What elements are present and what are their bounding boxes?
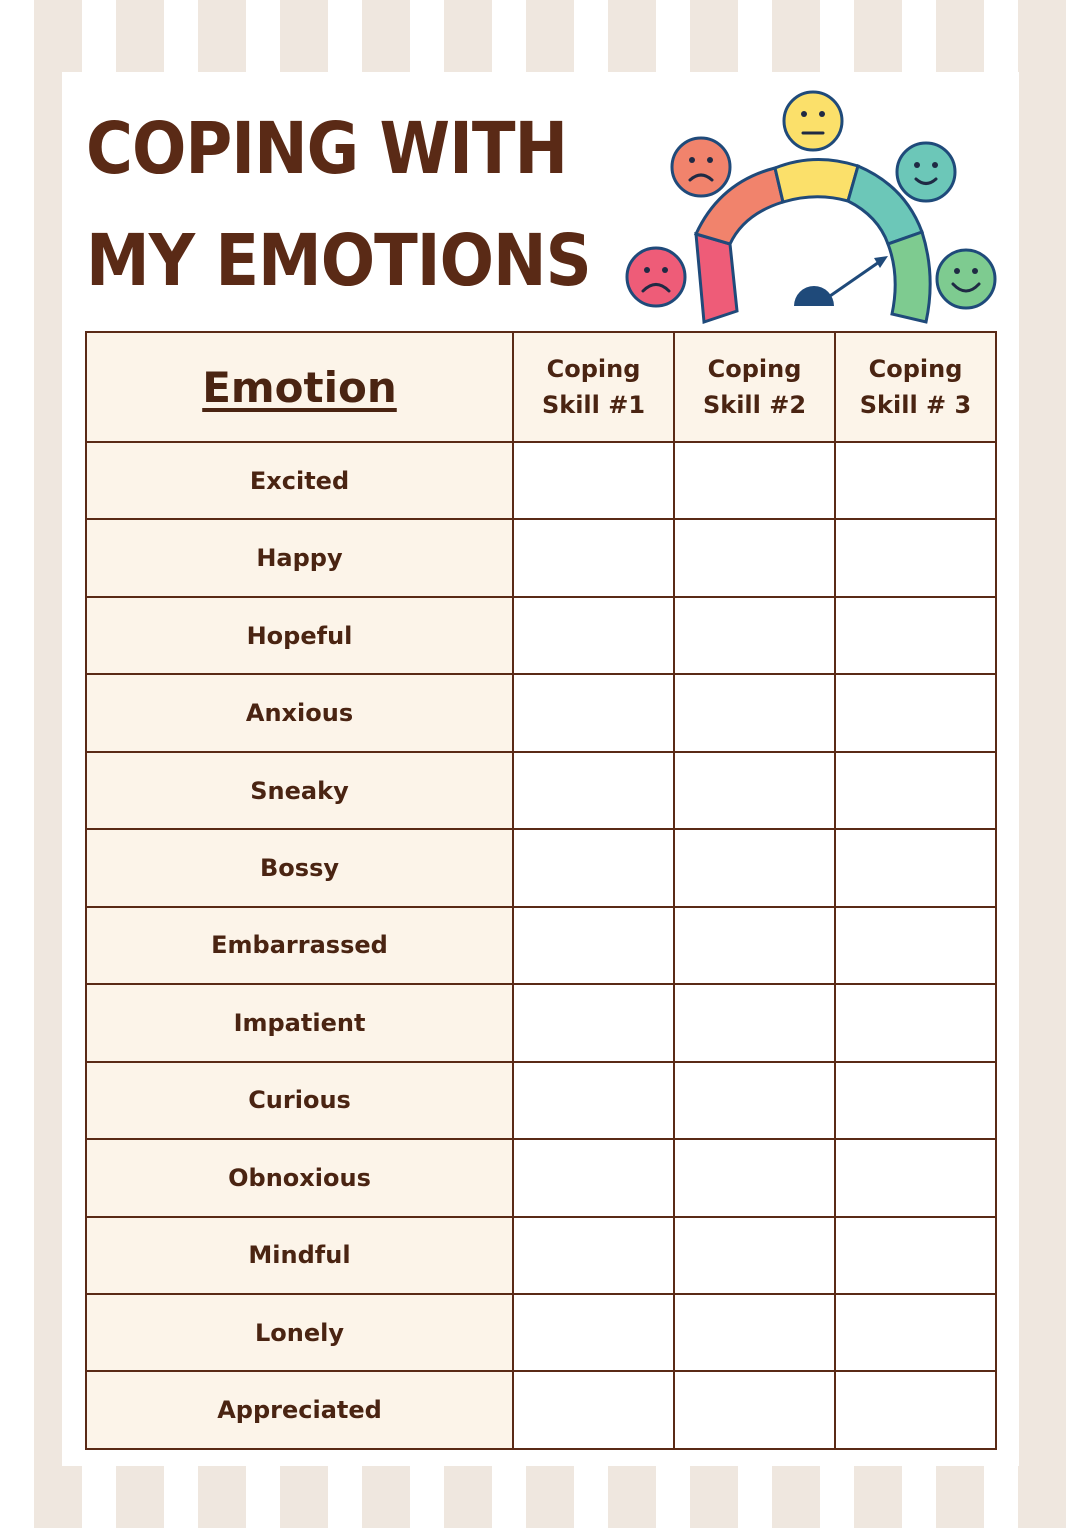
emotion-label: Happy: [86, 519, 513, 596]
table-row: [86, 519, 996, 596]
table-row: [86, 597, 996, 674]
table-row: [86, 674, 996, 751]
coping-skill-2-cell[interactable]: [674, 752, 835, 829]
coping-skill-3-cell[interactable]: [835, 1062, 996, 1139]
coping-skill-3-header-line2: Skill # 3: [859, 391, 972, 419]
table-row: [86, 984, 996, 1061]
title-line-1: COPING WITH: [86, 108, 568, 191]
coping-skill-3-header: [835, 332, 996, 442]
coping-skill-2-cell[interactable]: [674, 674, 835, 751]
emotion-label: Embarrassed: [86, 907, 513, 984]
coping-skill-2-cell[interactable]: [674, 984, 835, 1061]
coping-skill-3-cell[interactable]: [835, 674, 996, 751]
emotion-label: Lonely: [86, 1294, 513, 1371]
coping-skill-1-cell[interactable]: [513, 1062, 674, 1139]
coping-skill-1-cell[interactable]: [513, 1139, 674, 1216]
neutral-face-icon: [784, 92, 842, 150]
meter-segment-3: [775, 159, 858, 202]
coping-skill-1-cell[interactable]: [513, 752, 674, 829]
coping-skill-3-cell[interactable]: [835, 907, 996, 984]
coping-skill-2-header: [674, 332, 835, 442]
title-line-2: MY EMOTIONS: [86, 220, 591, 303]
coping-skill-1-cell[interactable]: [513, 1294, 674, 1371]
coping-skill-3-cell[interactable]: [835, 442, 996, 519]
coping-skill-2-cell[interactable]: [674, 1294, 835, 1371]
emotion-label: Impatient: [86, 984, 513, 1061]
emotion-label: Curious: [86, 1062, 513, 1139]
content-face-icon: [897, 143, 955, 201]
coping-skill-1-header-line1: Coping: [546, 355, 641, 383]
emotion-label: Appreciated: [86, 1371, 513, 1449]
emotion-label: Hopeful: [86, 597, 513, 674]
coping-skill-1-cell[interactable]: [513, 984, 674, 1061]
emotion-label: Bossy: [86, 829, 513, 906]
emotion-label: Excited: [86, 442, 513, 519]
table-header-row: [86, 332, 996, 442]
emotion-meter-icon: [620, 86, 1000, 331]
coping-skill-2-cell[interactable]: [674, 519, 835, 596]
coping-skill-3-cell[interactable]: [835, 752, 996, 829]
table-row: [86, 1371, 996, 1449]
sad-face-icon: [627, 248, 685, 306]
coping-skill-3-cell[interactable]: [835, 519, 996, 596]
coping-skill-3-cell[interactable]: [835, 984, 996, 1061]
coping-skill-2-cell[interactable]: [674, 597, 835, 674]
coping-skill-1-cell[interactable]: [513, 907, 674, 984]
table-row: [86, 442, 996, 519]
table-row: [86, 1217, 996, 1294]
table-row: [86, 829, 996, 906]
coping-skill-2-cell[interactable]: [674, 1139, 835, 1216]
coping-skill-3-cell[interactable]: [835, 1139, 996, 1216]
coping-skill-1-cell[interactable]: [513, 442, 674, 519]
coping-skill-1-cell[interactable]: [513, 1371, 674, 1449]
coping-skill-2-cell[interactable]: [674, 1217, 835, 1294]
table-row: [86, 1062, 996, 1139]
meter-segment-1: [696, 234, 737, 322]
coping-skill-2-cell[interactable]: [674, 907, 835, 984]
emotion-label: Mindful: [86, 1217, 513, 1294]
coping-skill-2-header-line1: Coping: [707, 355, 802, 383]
happy-face-icon: [937, 250, 995, 308]
emotion-label: Obnoxious: [86, 1139, 513, 1216]
coping-skill-1-cell[interactable]: [513, 674, 674, 751]
emotion-label: Sneaky: [86, 752, 513, 829]
coping-skills-table: [85, 331, 997, 1450]
coping-skill-1-header-line2: Skill #1: [541, 391, 646, 419]
meter-segment-5: [888, 232, 930, 322]
table-row: [86, 1294, 996, 1371]
coping-skill-1-cell[interactable]: [513, 1217, 674, 1294]
coping-skill-2-cell[interactable]: [674, 1371, 835, 1449]
coping-skill-3-cell[interactable]: [835, 1294, 996, 1371]
coping-skill-1-cell[interactable]: [513, 829, 674, 906]
coping-skill-3-header-line1: Coping: [868, 355, 963, 383]
coping-skill-2-cell[interactable]: [674, 442, 835, 519]
coping-skill-3-cell[interactable]: [835, 1371, 996, 1449]
coping-skill-2-cell[interactable]: [674, 829, 835, 906]
emotion-column-header: Emotion: [86, 332, 513, 442]
unhappy-face-icon: [672, 138, 730, 196]
table-row: [86, 752, 996, 829]
meter-needle: [794, 256, 888, 306]
coping-skill-2-header-line2: Skill #2: [702, 391, 807, 419]
coping-skill-3-cell[interactable]: [835, 829, 996, 906]
coping-skill-2-cell[interactable]: [674, 1062, 835, 1139]
coping-skill-3-cell[interactable]: [835, 1217, 996, 1294]
coping-skill-1-cell[interactable]: [513, 519, 674, 596]
table-row: [86, 907, 996, 984]
table-row: [86, 1139, 996, 1216]
emotion-label: Anxious: [86, 674, 513, 751]
coping-skill-3-cell[interactable]: [835, 597, 996, 674]
coping-skill-1-header: [513, 332, 674, 442]
coping-skill-1-cell[interactable]: [513, 597, 674, 674]
